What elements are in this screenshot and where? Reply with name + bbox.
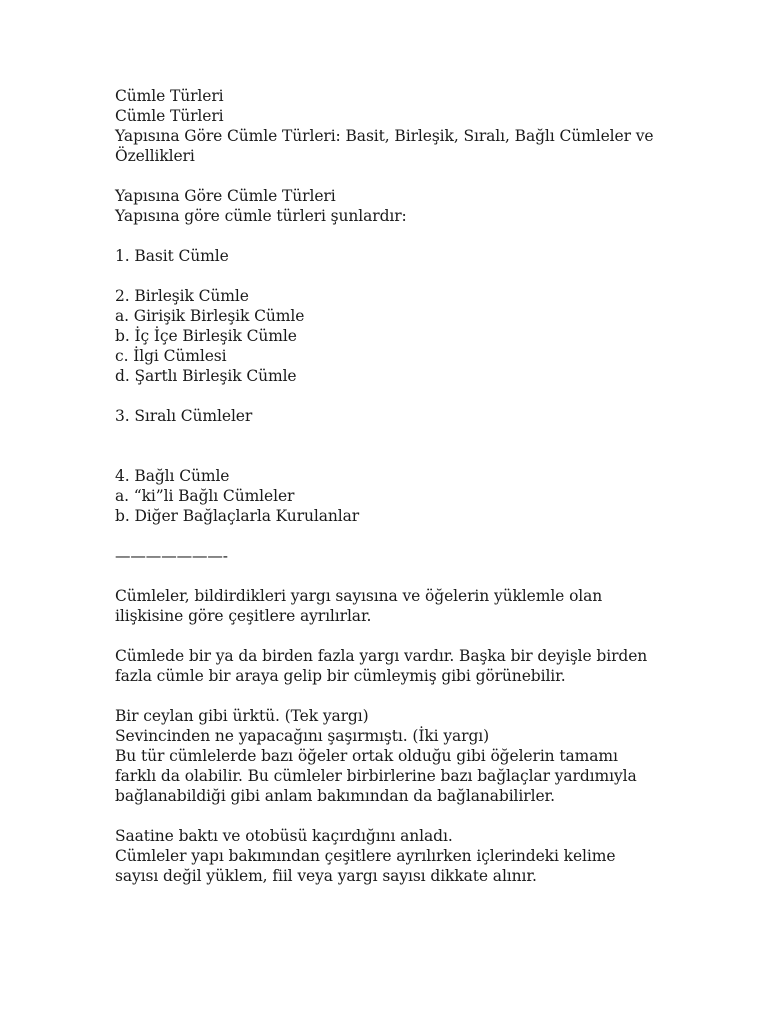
paragraph-4-line-2: sayısı değil yüklem, fiil veya yargı sayısı dikkate alınır. [115, 867, 537, 885]
blank-line [115, 386, 735, 406]
sub-item-a: a. “ki”li Bağlı Cümleler [115, 487, 295, 505]
example-line-1: Bir ceylan gibi ürktü. (Tek yargı) [115, 707, 369, 725]
paragraph-2-line-2: fazla cümle bir araya gelip bir cümleymiş gibi görünebilir. [115, 667, 566, 685]
list-item-sirali: 3. Sıralı Cümleler [115, 407, 253, 425]
blank-line [115, 566, 735, 586]
paragraph-3-line-1: Bu tür cümlelerde bazı öğeler ortak olduğu gibi öğelerin tamamı [115, 747, 618, 765]
document-page [115, 86, 735, 886]
list-item-birlesik: 2. Birleşik Cümle [115, 287, 249, 305]
section-heading: Yapısına Göre Cümle Türleri [115, 187, 336, 205]
sub-item-d: d. Şartlı Birleşik Cümle [115, 367, 297, 385]
blank-line [115, 626, 735, 646]
blank-line [115, 806, 735, 826]
doc-heading-line-1: Yapısına Göre Cümle Türleri: Basit, Birleşik, Sıralı, Bağlı Cümleler ve [115, 127, 654, 145]
blank-line [115, 426, 735, 446]
example-line-3: Saatine baktı ve otobüsü kaçırdığını anladı. [115, 827, 453, 845]
sub-item-c: c. İlgi Cümlesi [115, 347, 227, 365]
paragraph-3-line-2: farklı da olabilir. Bu cümleler birbirlerine bazı bağlaçlar yardımıyla [115, 767, 637, 785]
blank-line [115, 166, 735, 186]
paragraph-4-line-1: Cümleler yapı bakımından çeşitlere ayrılırken içlerindeki kelime [115, 847, 616, 865]
paragraph-3-line-3: bağlanabildiği gibi anlam bakımından da bağlanabilirler. [115, 787, 555, 805]
separator-dashes: ———————- [115, 547, 228, 565]
doc-title: Cümle Türleri [115, 87, 224, 105]
list-item-basit: 1. Basit Cümle [115, 247, 229, 265]
doc-heading-line-2: Özellikleri [115, 147, 195, 165]
example-line-2: Sevincinden ne yapacağını şaşırmıştı. (İki yargı) [115, 727, 490, 745]
blank-line [115, 686, 735, 706]
blank-line [115, 446, 735, 466]
doc-title-repeat: Cümle Türleri [115, 107, 224, 125]
sub-item-a: a. Girişik Birleşik Cümle [115, 307, 305, 325]
section-intro: Yapısına göre cümle türleri şunlardır: [115, 207, 407, 225]
paragraph-1-line-2: ilişkisine göre çeşitlere ayrılırlar. [115, 607, 372, 625]
blank-line [115, 526, 735, 546]
paragraph-1-line-1: Cümleler, bildirdikleri yargı sayısına ve öğelerin yüklemle olan [115, 587, 603, 605]
blank-line [115, 266, 735, 286]
sub-item-b: b. İç İçe Birleşik Cümle [115, 327, 297, 345]
list-item-bagli: 4. Bağlı Cümle [115, 467, 230, 485]
sub-item-b: b. Diğer Bağlaçlarla Kurulanlar [115, 507, 360, 525]
blank-line [115, 226, 735, 246]
paragraph-2-line-1: Cümlede bir ya da birden fazla yargı vardır. Başka bir deyişle birden [115, 647, 648, 665]
